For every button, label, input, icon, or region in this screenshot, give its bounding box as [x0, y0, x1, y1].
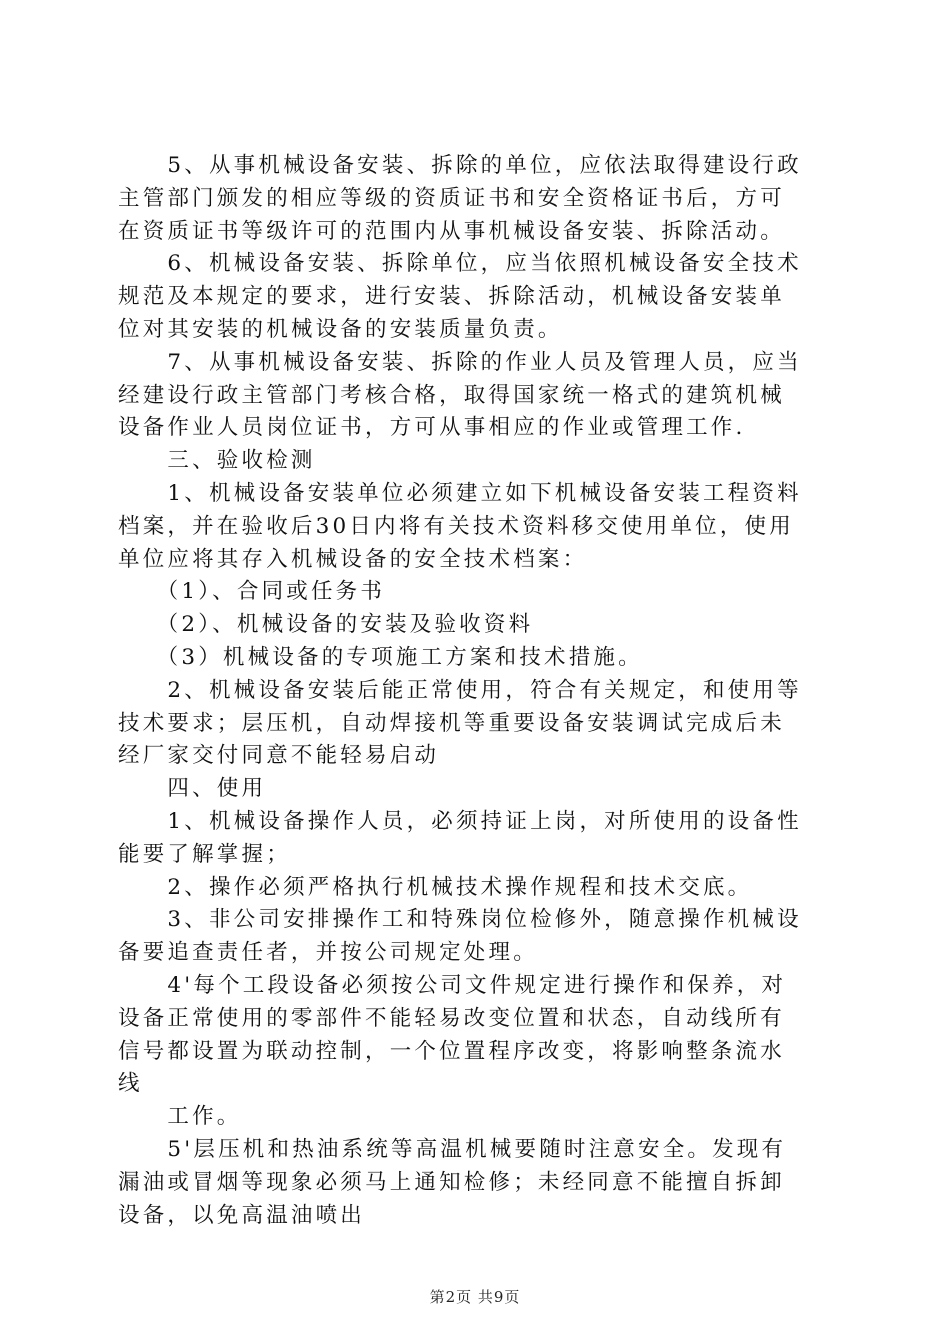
text-line: 5'层压机和热油系统等高温机械要随时注意安全。发现有	[118, 1136, 787, 1162]
page-footer	[0, 1286, 950, 1307]
page-number: 第2页 共9页	[429, 1288, 521, 1306]
section-heading: 三、验收检测	[118, 448, 316, 474]
text-line: 线	[118, 1071, 143, 1097]
text-line: 工作。	[118, 1104, 242, 1130]
text-line: 档案，并在验收后30日内将有关技术资料移交使用单位，使用	[118, 513, 794, 539]
text-line: 3、非公司安排操作工和特殊岗位检修外，随意操作机械设	[118, 907, 802, 933]
list-item: （3）机械设备的专项施工方案和技术措施。	[118, 644, 643, 670]
text-line: 经厂家交付同意不能轻易启动	[118, 743, 440, 769]
document-body	[118, 150, 833, 1232]
text-line: 2、机械设备安装后能正常使用，符合有关规定，和使用等	[118, 677, 802, 703]
text-line: 备要追查责任者，并按公司规定处理。	[118, 940, 538, 966]
text-line: 设备，以免高温油喷出	[118, 1202, 366, 1228]
text-line: 在资质证书等级许可的范围内从事机械设备安装、拆除活动。	[118, 218, 785, 244]
text-line: 设备作业人员岗位证书，方可从事相应的作业或管理工作.	[118, 415, 746, 441]
text-line: 位对其安装的机械设备的安装质量负责。	[118, 316, 563, 342]
text-line: 设备正常使用的零部件不能轻易改变位置和状态，自动线所有	[118, 1005, 785, 1031]
text-line: 1、机械设备安装单位必须建立如下机械设备安装工程资料	[118, 480, 802, 506]
list-item: （1）、合同或任务书	[118, 579, 386, 605]
text-line: 单位应将其存入机械设备的安全技术档案：	[118, 546, 588, 572]
body-text	[118, 150, 833, 1232]
text-line: 漏油或冒烟等现象必须马上通知检修；未经同意不能擅自拆卸	[118, 1169, 785, 1195]
text-line: 1、机械设备操作人员，必须持证上岗，对所使用的设备性	[118, 808, 802, 834]
text-line: 规范及本规定的要求，进行安装、拆除活动，机械设备安装单	[118, 284, 785, 310]
text-line: 6、机械设备安装、拆除单位，应当依照机械设备安全技术	[118, 251, 802, 277]
list-item: （2）、机械设备的安装及验收资料	[118, 612, 534, 638]
text-line: 主管部门颁发的相应等级的资质证书和安全资格证书后，方可	[118, 185, 785, 211]
text-line: 经建设行政主管部门考核合格，取得国家统一格式的建筑机械	[118, 382, 785, 408]
text-line: 4'每个工段设备必须按公司文件规定进行操作和保养，对	[118, 972, 787, 998]
text-line: 能要了解掌握；	[118, 841, 291, 867]
text-line: 信号都设置为联动控制，一个位置程序改变，将影响整条流水	[118, 1038, 785, 1064]
text-line: 2、操作必须严格执行机械技术操作规程和技术交底。	[118, 874, 753, 900]
section-heading: 四、使用	[118, 776, 267, 802]
text-line: 技术要求；层压机，自动焊接机等重要设备安装调试完成后未	[118, 710, 785, 736]
text-line: 5、从事机械设备安装、拆除的单位，应依法取得建设行政	[118, 153, 802, 178]
text-line: 7、从事机械设备安装、拆除的作业人员及管理人员，应当	[118, 349, 802, 375]
